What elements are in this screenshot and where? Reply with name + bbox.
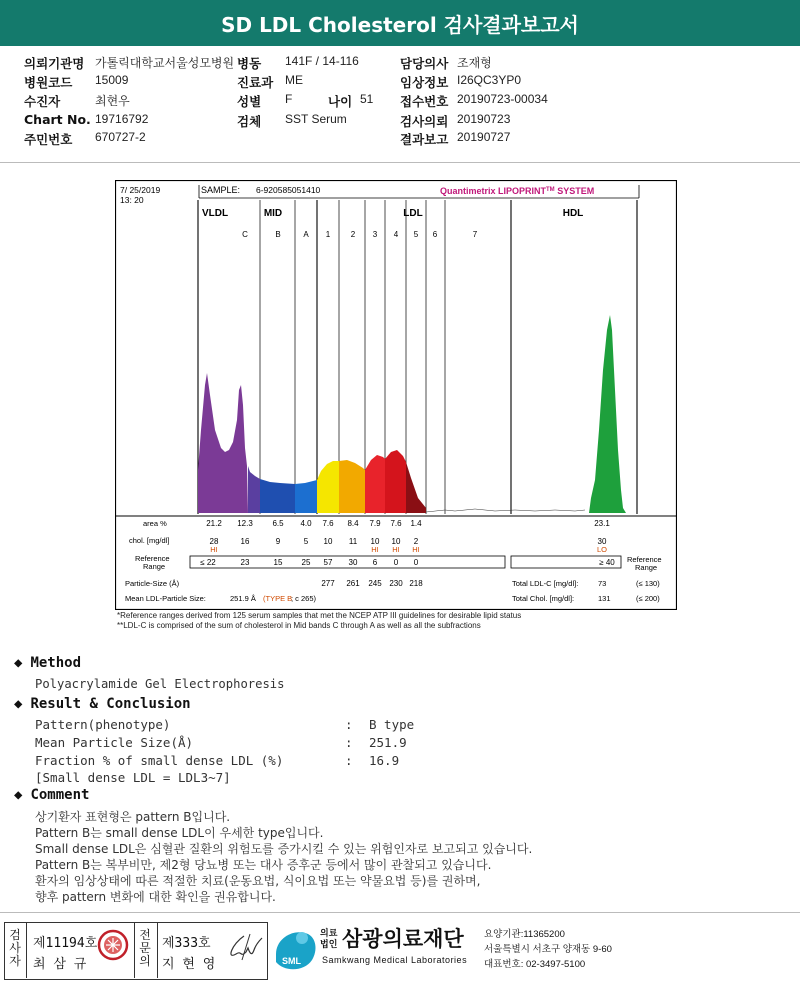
- area-value: 21.2: [206, 519, 222, 528]
- total-ldl-label: Total LDL-C [mg/dl]:: [512, 579, 579, 588]
- report-date-label: 결과보고: [400, 132, 449, 147]
- ward-label: 병동: [237, 56, 262, 71]
- footer-divider: [0, 912, 800, 913]
- ward: 141F / 14-116: [285, 54, 359, 68]
- chol-value: 10: [370, 537, 380, 546]
- chol-value: 9: [275, 537, 281, 546]
- request-date-label: 검사의뢰: [400, 114, 449, 129]
- band-label: B: [275, 230, 281, 239]
- result-item-mean-size: [35, 735, 407, 750]
- doctor: 조재형: [457, 56, 492, 70]
- request-org: 가톨릭대학교서울성모병원: [95, 56, 235, 70]
- result-colon: :: [345, 753, 353, 768]
- result-key: Fraction % of small dense LDL (%): [35, 753, 284, 768]
- total-ldl-ref: (≤ 130): [636, 579, 660, 588]
- comment-line: Small dense LDL은 심혈관 질환의 위험도를 증가시킬 수 있는 위험인자로 보고되고 있습니다.: [35, 842, 533, 856]
- report-footnotes: [117, 611, 521, 630]
- band-label: 7: [472, 230, 478, 239]
- peak-segment-7: [385, 450, 406, 513]
- particle-size: 261: [346, 579, 360, 588]
- info-row-5: [0, 130, 800, 149]
- ref-right-2: Range: [635, 563, 658, 572]
- total-chol-label: Total Chol. [mg/dl]:: [512, 594, 575, 603]
- group-label-ldl: LDL: [403, 208, 423, 219]
- specialist-name: 지 현 영: [162, 957, 216, 972]
- ref-value: 6: [372, 558, 378, 567]
- chol-value: 10: [391, 537, 401, 546]
- ref-value: 0: [393, 558, 399, 567]
- org-prefix-2: 법인: [320, 939, 338, 949]
- svg-text:SML: SML: [282, 956, 301, 966]
- signature-footer: [0, 916, 800, 987]
- reception: 20190723-00034: [457, 92, 548, 106]
- group-label-mid: MID: [263, 208, 283, 219]
- patient: 최현우: [95, 94, 130, 108]
- flag-hi: HI: [371, 545, 379, 554]
- flag-hi: HI: [412, 545, 420, 554]
- result-heading: Result & Conclusion: [30, 696, 191, 712]
- patient-info: [0, 52, 800, 150]
- org-code: 요양기관:11365200: [484, 929, 565, 940]
- org-tel: 대표번호: 02-3497-5100: [484, 959, 586, 970]
- area-label: area %: [143, 519, 167, 528]
- report-date: 7/ 25/2019: [120, 185, 161, 195]
- footnote-1: *Reference ranges derived from 125 serum samples that met the NCEP ATP III guidelines for desirable lipid status: [117, 611, 522, 620]
- mean-label: Mean LDL-Particle Size:: [125, 594, 206, 603]
- ref-value: 23: [240, 558, 250, 567]
- report-date: 20190727: [457, 130, 511, 144]
- particle-label: Particle-Size (Å): [125, 579, 180, 588]
- result-note: [Small dense LDL = LDL3~7]: [35, 770, 231, 785]
- signature-icon: [222, 930, 266, 964]
- mean-type: (TYPE B: [263, 594, 293, 603]
- band-label: A: [303, 230, 309, 239]
- diamond-bullet-icon: ◆: [14, 655, 23, 671]
- chol-value: 30: [597, 537, 607, 546]
- inspector-license: 제11194호: [33, 936, 98, 951]
- divider: [0, 162, 800, 163]
- result-key: Mean Particle Size(Å): [35, 735, 194, 750]
- sample-id: 6-920585051410: [256, 185, 321, 195]
- result-value: B type: [369, 717, 415, 732]
- peak-segment-2: [260, 479, 295, 513]
- area-value: 6.5: [272, 519, 284, 528]
- band-label: 6: [432, 230, 438, 239]
- method-text: Polyacrylamide Gel Electrophoresis: [35, 677, 285, 691]
- comment-line: Pattern B는 복부비만, 제2형 당뇨병 또는 대사 증후군 등에서 많이 관찰되고 있습니다.: [35, 858, 492, 872]
- org-name: 삼광의료재단: [342, 927, 464, 951]
- group-label-vldl: VLDL: [201, 208, 229, 219]
- chol-value: 16: [240, 537, 250, 546]
- mean-type-suffix: ; c 265): [291, 594, 317, 603]
- particle-size: 245: [368, 579, 382, 588]
- clinical: I26QC3YP0: [457, 73, 522, 87]
- area-value: 8.4: [347, 519, 359, 528]
- band-label: 1: [325, 230, 331, 239]
- total-chol: 131: [598, 594, 611, 603]
- sex-label: 성별: [237, 94, 262, 109]
- report-time: 13: 20: [120, 195, 144, 205]
- report-title: SD LDL Cholesterol 검사결과보고서: [221, 13, 579, 37]
- result-key: Pattern(phenotype): [35, 717, 171, 732]
- area-value: 4.0: [300, 519, 312, 528]
- dept: ME: [285, 73, 303, 87]
- ssn-label: 주민번호: [24, 132, 73, 147]
- ref-right-1: Reference: [627, 555, 662, 564]
- sex: F: [285, 92, 293, 106]
- peak-segment-5: [339, 460, 365, 513]
- result-colon: :: [345, 717, 353, 732]
- method-section: [14, 655, 81, 671]
- peak-segment-3: [295, 480, 317, 513]
- particle-size: 277: [321, 579, 335, 588]
- chart-label: Chart No.: [24, 112, 91, 127]
- chol-value: 28: [209, 537, 219, 546]
- band-label: 2: [350, 230, 356, 239]
- chol-value: 10: [323, 537, 333, 546]
- result-section: [14, 696, 191, 712]
- group-label-hdl: HDL: [562, 208, 584, 219]
- ref-value: 30: [348, 558, 358, 567]
- chol-value: 11: [348, 537, 358, 546]
- request-org-label: 의뢰기관명: [24, 56, 85, 71]
- dept-label: 진료과: [237, 75, 274, 90]
- result-item-pattern: [35, 717, 414, 732]
- comment-line: 환자의 임상상태에 따른 적절한 치료(운동요법, 식이요법 또는 약물요법 등)를 권하며,: [35, 874, 481, 888]
- result-colon: :: [345, 735, 353, 750]
- report-title-bar: [0, 0, 800, 46]
- band-label: 3: [372, 230, 378, 239]
- total-ldl: 73: [598, 579, 607, 588]
- specialist-vertical-label: 전문의: [139, 928, 151, 968]
- inspector-seal-icon: [96, 928, 130, 962]
- org-english: Samkwang Medical Laboratories: [322, 955, 468, 965]
- ref-value: 15: [273, 558, 283, 567]
- chol-value: 5: [303, 537, 309, 546]
- flag-hi: HI: [210, 545, 218, 554]
- inspector-vertical-label: 검사자: [9, 928, 21, 968]
- flag-hi: HI: [392, 545, 400, 554]
- org-prefix-1: 의료: [320, 928, 338, 938]
- ref-value: ≥ 40: [599, 558, 615, 567]
- chart-no: 19716792: [95, 112, 149, 126]
- clinical-label: 임상정보: [400, 75, 449, 90]
- ref-label-2: Range: [143, 562, 166, 571]
- lipoprint-report: [115, 180, 677, 610]
- comment-line: 향후 pattern 변화에 대한 확인을 권유합니다.: [35, 890, 276, 904]
- hospital-code-label: 병원코드: [24, 75, 73, 90]
- footnote-2: **LDL-C is comprised of the sum of cholesterol in Mid bands C through A as well as all the subfractions: [117, 620, 481, 630]
- result-value: 251.9: [369, 735, 407, 750]
- doctor-label: 담당의사: [400, 56, 449, 71]
- ref-value: 0: [413, 558, 419, 567]
- particle-size: 230: [389, 579, 403, 588]
- specimen: SST Serum: [285, 112, 347, 126]
- mean-value: 251.9 Å: [230, 594, 256, 603]
- org-address: 서울특별시 서초구 양재동 9-60: [484, 944, 612, 955]
- ref-value: 25: [301, 558, 311, 567]
- band-label: 4: [393, 230, 399, 239]
- chol-label: chol. [mg/dl]: [129, 536, 170, 545]
- comment-line: Pattern B는 small dense LDL이 우세한 type입니다.: [35, 826, 324, 840]
- ssn: 670727-2: [95, 130, 146, 144]
- ref-value: ≤ 22: [200, 558, 216, 567]
- area-value: 12.3: [237, 519, 253, 528]
- diamond-bullet-icon: ◆: [14, 787, 23, 803]
- ref-label-1: Reference: [135, 554, 170, 563]
- comment-heading: Comment: [30, 787, 90, 803]
- result-value: 16.9: [369, 753, 400, 768]
- info-row-4: [0, 112, 800, 131]
- patient-label: 수진자: [24, 94, 61, 109]
- sml-logo-icon: [272, 924, 320, 976]
- chol-value: 2: [413, 537, 419, 546]
- result-item-fraction: [35, 753, 399, 768]
- particle-size: 218: [409, 579, 423, 588]
- request-date: 20190723: [457, 112, 511, 126]
- specialist-license: 제333호: [162, 936, 211, 951]
- diamond-bullet-icon: ◆: [14, 696, 23, 712]
- area-value: 7.6: [390, 519, 402, 528]
- age-label: 나이: [328, 94, 353, 109]
- method-heading: Method: [30, 655, 82, 671]
- inspector-name: 최 삼 규: [33, 957, 87, 972]
- area-value: 7.6: [322, 519, 334, 528]
- area-value: 7.9: [369, 519, 381, 528]
- ref-value: 57: [323, 558, 333, 567]
- reception-label: 접수번호: [400, 94, 449, 109]
- area-value: 1.4: [410, 519, 422, 528]
- band-label: 5: [413, 230, 419, 239]
- info-row-3: [0, 92, 800, 111]
- comment-section: [14, 787, 89, 803]
- brand-name: Quantimetrix LIPOPRINT™ SYSTEM: [440, 186, 595, 196]
- flag-lo: LO: [596, 545, 608, 554]
- sample-label: SAMPLE:: [201, 185, 241, 195]
- info-row-1: [0, 54, 800, 73]
- total-chol-ref: (≤ 200): [636, 594, 660, 603]
- comment-line: 상기환자 표현형은 pattern B입니다.: [35, 810, 231, 824]
- info-row-2: [0, 73, 800, 92]
- hospital-code: 15009: [95, 73, 129, 87]
- age: 51: [360, 92, 374, 106]
- area-value: 23.1: [594, 519, 610, 528]
- band-label: C: [242, 230, 248, 239]
- specimen-label: 검체: [237, 114, 262, 129]
